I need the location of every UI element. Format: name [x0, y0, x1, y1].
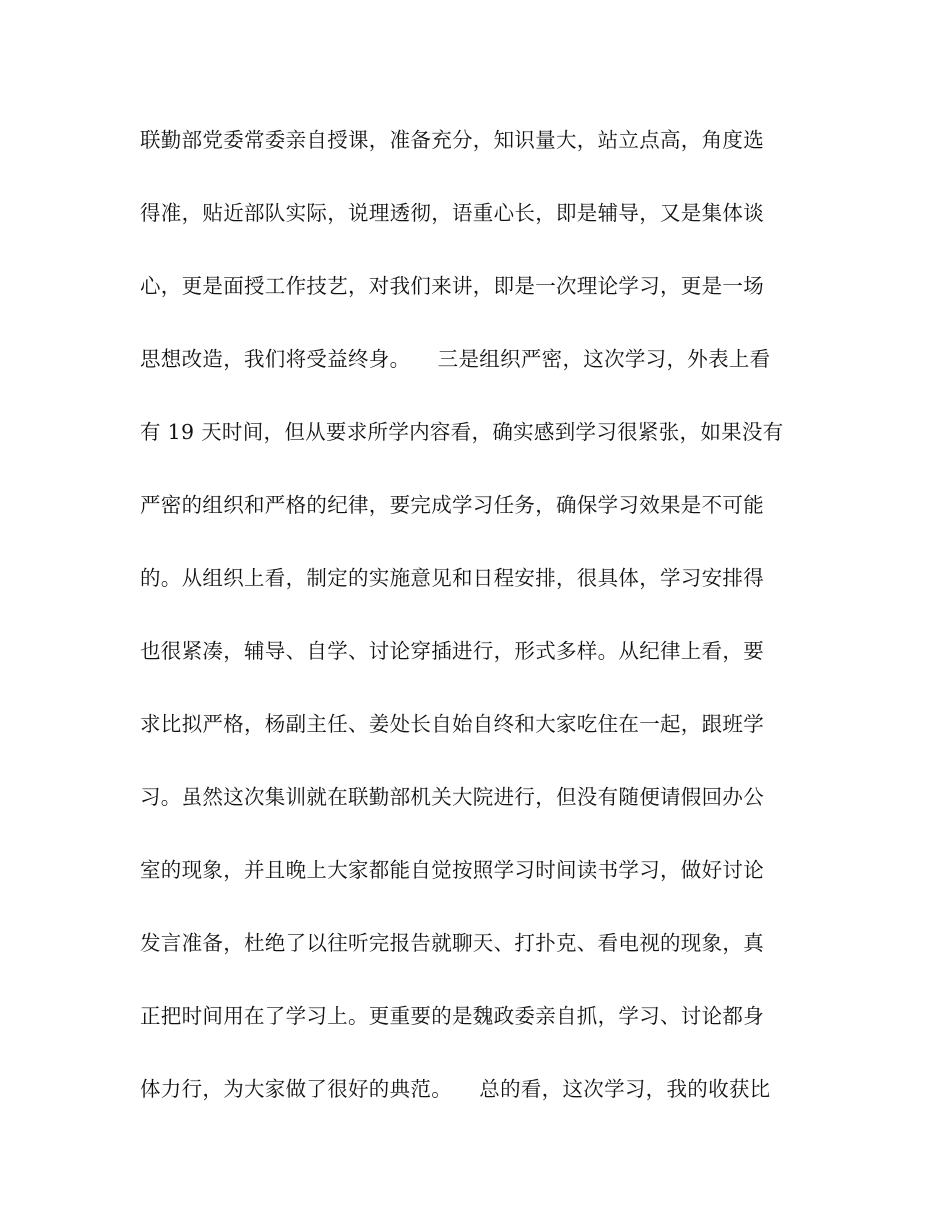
text-line: 的。从组织上看，制定的实施意见和日程安排，很具体，学习安排得 — [140, 566, 764, 590]
text-line: 思想改造，我们将受益终身。 三是组织严密，这次学习，外表上看 — [140, 347, 771, 371]
text-line: 有 19 天时间，但从要求所学内容看，确实感到学习很紧张，如果没有 — [140, 420, 784, 444]
text-line: 也很紧凑，辅导、自学、讨论穿插进行，形式多样。从纪律上看，要 — [140, 639, 764, 663]
text-line: 心，更是面授工作技艺，对我们来讲，即是一次理论学习，更是一场 — [140, 274, 764, 298]
text-line: 联勤部党委常委亲自授课，准备充分，知识量大，站立点高，角度选 — [140, 128, 764, 152]
text-line: 求比拟严格，杨副主任、姜处长自始自终和大家吃住在一起，跟班学 — [140, 712, 764, 736]
body-text — [140, 122, 810, 1144]
text-line: 体力行，为大家做了很好的典范。 总的看，这次学习，我的收获比 — [140, 1077, 771, 1101]
text-line: 习。虽然这次集训就在联勤部机关大院进行，但没有随便请假回办公 — [140, 785, 764, 809]
text-line: 发言准备，杜绝了以往听完报告就聊天、打扑克、看电视的现象，真 — [140, 931, 764, 955]
text-line: 得准，贴近部队实际，说理透彻，语重心长，即是辅导，又是集体谈 — [140, 201, 764, 225]
text-line: 室的现象，并且晚上大家都能自觉按照学习时间读书学习，做好讨论 — [140, 858, 764, 882]
text-line: 严密的组织和严格的纪律，要完成学习任务，确保学习效果是不可能 — [140, 493, 764, 517]
text-line: 正把时间用在了学习上。更重要的是魏政委亲自抓，学习、讨论都身 — [140, 1004, 764, 1028]
